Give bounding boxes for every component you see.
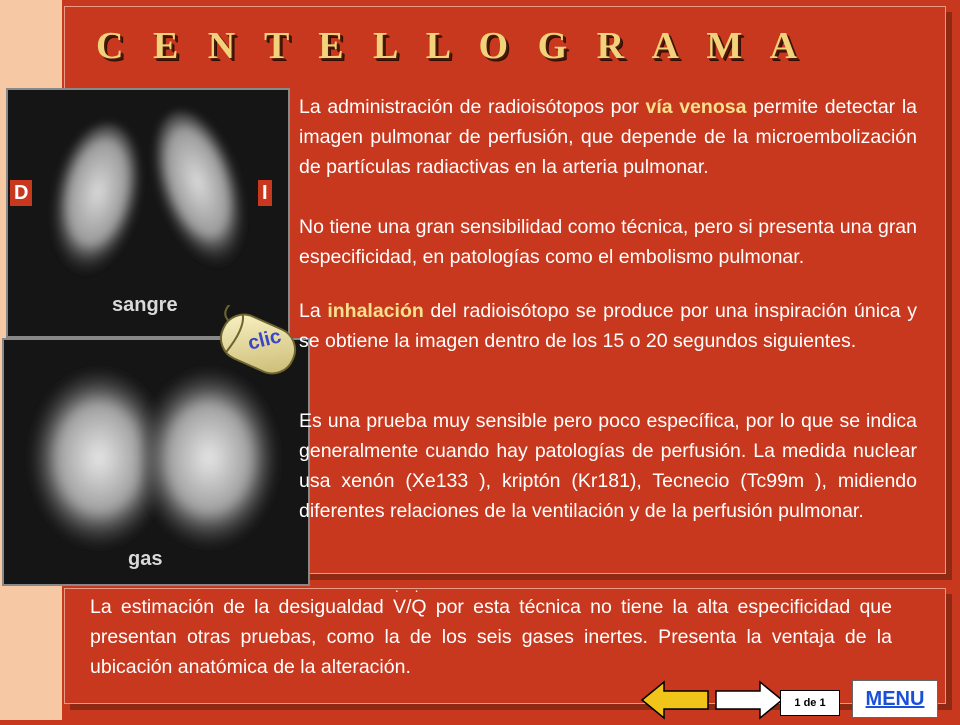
keyword-inhalacion: inhalación bbox=[327, 300, 424, 322]
vq-symbol: . . V/Q bbox=[392, 579, 427, 618]
clic-label: clic bbox=[245, 325, 284, 355]
perfusion-caption: sangre bbox=[112, 294, 178, 316]
left-lung-ventilation bbox=[141, 370, 277, 546]
paragraph-venous: La administración de radioisótopos por vía venosa permite detectar la imagen pulmonar de perfusión, que depende de la microembolización de partículas radiactivas en la arteria pulmonar. bbox=[299, 96, 917, 178]
ventilation-caption: gas bbox=[128, 548, 163, 570]
previous-page-button[interactable] bbox=[640, 680, 710, 725]
page-title: C E N T E L L O G R A M A bbox=[96, 25, 808, 67]
paragraph-sensitivity: No tiene una gran sensibilidad como técnica, pero si presenta una gran especificidad, en patologías como el embolismo pulmonar. bbox=[299, 216, 917, 268]
page-counter: 1 de 1 bbox=[780, 690, 840, 716]
arrow-left-icon bbox=[640, 680, 710, 720]
paragraph-nuclear-measurement: Es una prueba muy sensible pero poco específica, por lo que se indica generalmente cuando hay patologías de perfusión. La medida nuclear usa xenón (Xe133 ), kriptón (Kr181), Tecnecio (Tc99m ), midiendo diferentes relaciones de la ventilación y de la perfusión pulmonar. bbox=[299, 410, 917, 522]
keyword-via-venosa: vía venosa bbox=[645, 96, 747, 118]
next-page-button[interactable] bbox=[714, 680, 784, 725]
perfusion-scan-image bbox=[6, 88, 290, 338]
menu-button[interactable]: MENU bbox=[852, 680, 938, 718]
bottom-note-text: La estimación de la desigualdad . . V/Q por esta técnica no tiene la alta especificidad que presentan otras pruebas, como la de los seis gases inertes. Presenta la ventaja de la ubicación anatómica de la alteración. bbox=[90, 579, 892, 678]
left-side-label: I bbox=[258, 180, 272, 206]
clic-mouse-button[interactable] bbox=[210, 305, 306, 383]
arrow-right-icon bbox=[714, 680, 784, 720]
paragraph-inhalation: La inhalación del radioisótopo se produce por una inspiración única y se obtiene la imagen dentro de los 15 o 20 segundos siguientes. bbox=[299, 300, 918, 352]
right-side-label: D bbox=[10, 180, 32, 206]
